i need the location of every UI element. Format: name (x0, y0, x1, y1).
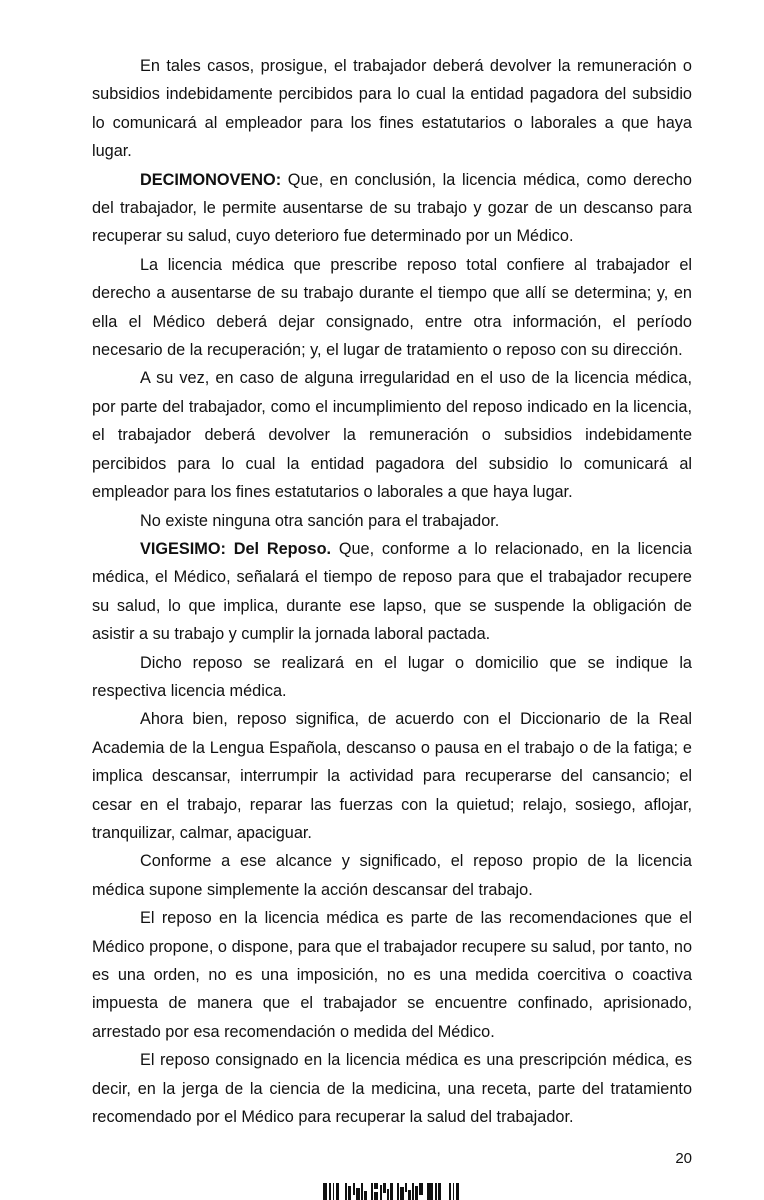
paragraph-text: Ahora bien, reposo significa, de acuerdo con el Diccionario de la Real Academia de la Lengua Española, descanso o pausa en el trabajo o de la fatiga; e implica descansar, interrumpir la actividad para recuperarse del cansancio; el cesar en el trabajo, reparar las fuerzas con la quietud; relajo, sosiego, aflojar, tranquilizar, calmar, apaciguar. (92, 710, 692, 842)
paragraph (92, 507, 692, 535)
section-heading: VIGESIMO: Del Reposo. (140, 539, 332, 558)
paragraph-text: La licencia médica que prescribe reposo total confiere al trabajador el derecho a ausentarse de su trabajo durante el tiempo que allí se determina; y, en ella el Médico deberá dejar consignado, entre otra información, el período necesario de la recuperación; y, el lugar de tratamiento o reposo con su dirección. (92, 255, 692, 360)
paragraph-text: A su vez, en caso de alguna irregularidad en el uso de la licencia médica, por parte del trabajador, como el incumplimiento del reposo indicado en la licencia, el trabajador deberá devolver la remuneración o subsidios indebidamente percibidos para lo cual la entidad pagadora del subsidio lo comunicará al empleador para los fines estatutarios o laborales a que haya lugar. (92, 369, 692, 502)
paragraph-text: Dicho reposo se realizará en el lugar o domicilio que se indique la respectiva licencia médica. (92, 653, 692, 700)
section-heading: DECIMONOVENO: (140, 170, 282, 189)
paragraph (92, 535, 692, 649)
paragraph (92, 52, 692, 166)
paragraph (92, 364, 692, 506)
paragraph (92, 1046, 692, 1131)
paragraph-text: Conforme a ese alcance y significado, el reposo propio de la licencia médica supone simplemente la acción descansar del trabajo. (92, 852, 692, 899)
paragraph-text: El reposo consignado en la licencia médica es una prescripción médica, es decir, en la jerga de la ciencia de la medicina, una receta, parte del tratamiento recomendado por el Médico para recuperar la salud del trabajador. (92, 1051, 692, 1127)
paragraph (92, 251, 692, 365)
barcode-image (323, 1183, 463, 1200)
paragraph-text: El reposo en la licencia médica es parte de las recomendaciones que el Médico propone, o dispone, para que el trabajador recupere su salud, por tanto, no es una orden, no es una imposición, no es una medida coercitiva o coactiva impuesta de manera que el trabajador se encuentre confinado, aprisionado, arrestado por esa recomendación o medida del Médico. (92, 909, 692, 1041)
paragraph (92, 166, 692, 251)
paragraph (92, 649, 692, 706)
paragraph (92, 847, 692, 904)
paragraph (92, 705, 692, 847)
body-text (92, 52, 692, 1131)
paragraph-text: En tales casos, prosigue, el trabajador deberá devolver la remuneración o subsidios indebidamente percibidos para lo cual la entidad pagadora del subsidio lo comunicará al empleador para los fines estatutarios o laborales a que haya lugar. (92, 57, 692, 161)
paragraph (92, 904, 692, 1046)
paragraph-text: Que, conforme a lo relacionado, en la licencia médica, el Médico, señalará el tiempo de reposo para que el trabajador recupere su salud, lo que implica, durante ese lapso, que se suspende la obligación de asistir a su trabajo y cumplir la jornada laboral pactada. (92, 539, 692, 644)
paragraph-text: No existe ninguna otra sanción para el trabajador. (140, 511, 500, 530)
paragraph-text: Que, en conclusión, la licencia médica, como derecho del trabajador, le permite ausentarse de su trabajo y gozar de un descanso para recuperar su salud, cuyo deterioro fue determinado por un Médico. (92, 170, 692, 246)
page-number: 20 (675, 1150, 692, 1167)
